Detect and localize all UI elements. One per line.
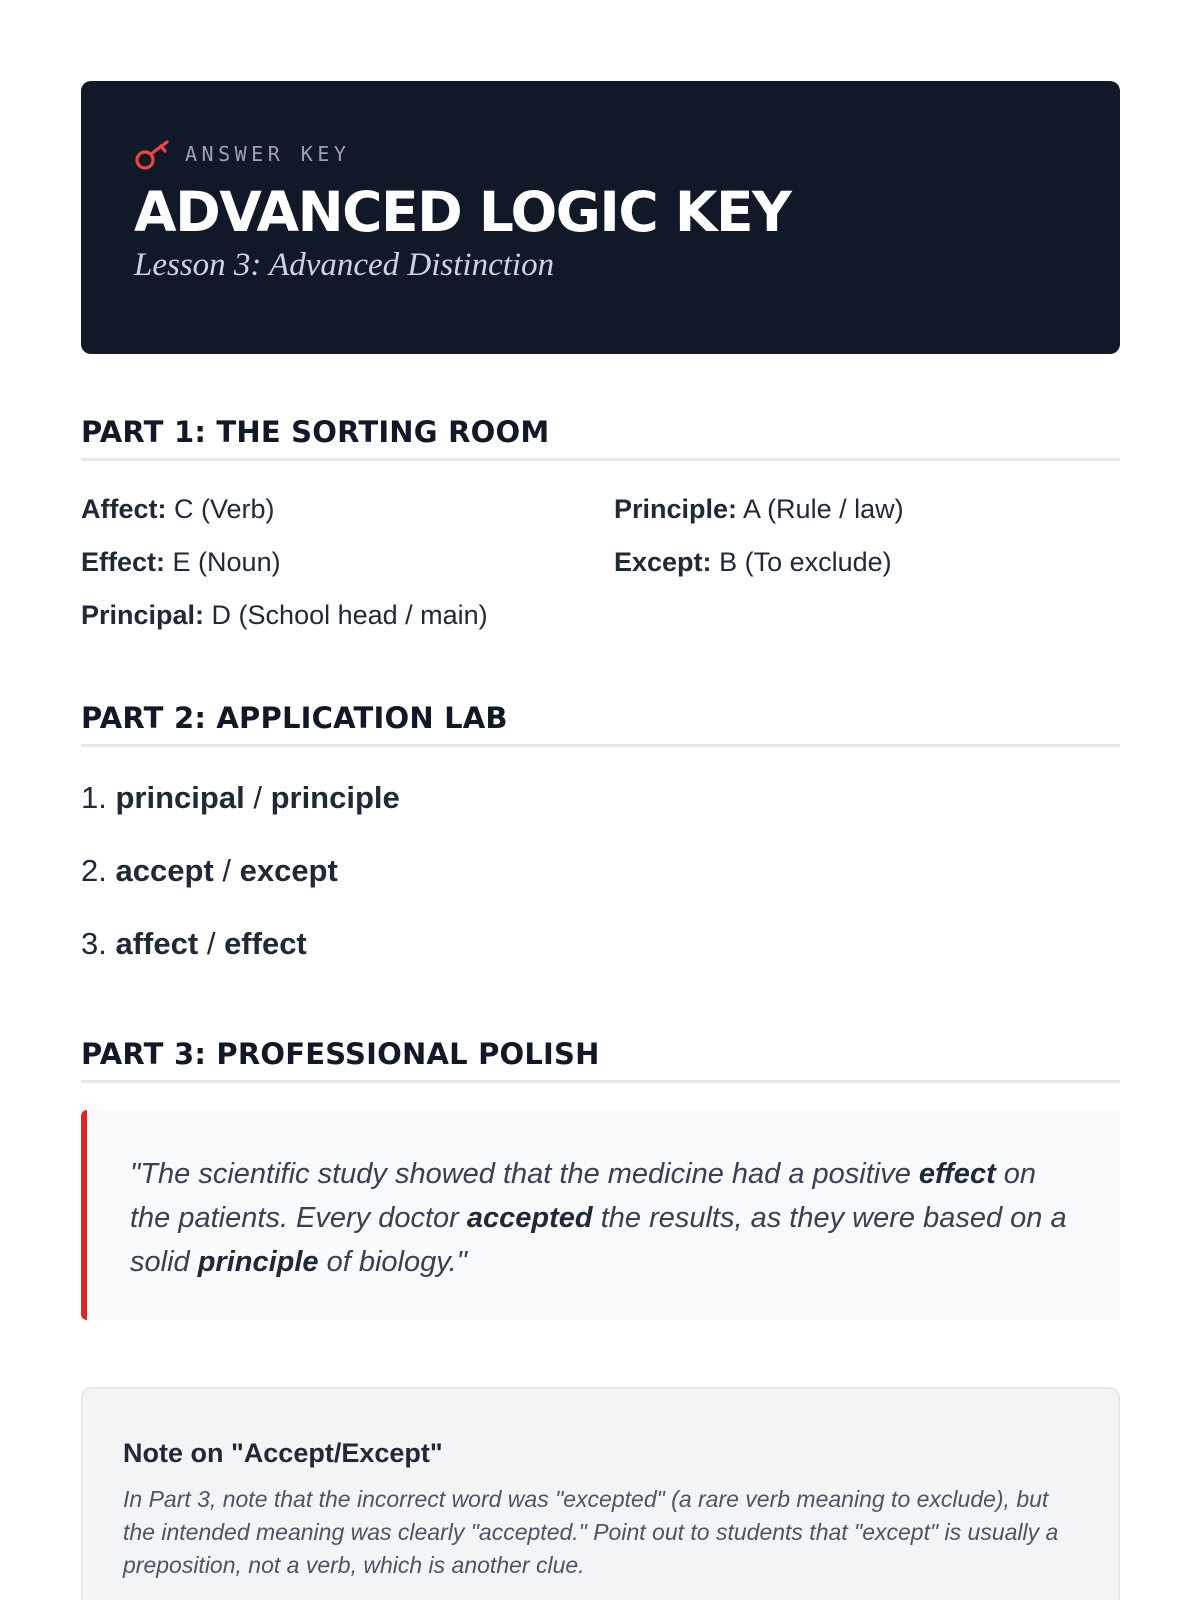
part1-heading: PART 1: THE SORTING ROOM [81,412,1120,461]
eyebrow [134,137,1068,171]
quote-text [130,1152,1072,1284]
answer-word: affect [115,926,199,961]
answer-word: except [239,853,338,888]
note-body: In Part 3, note that the incorrect word was "excepted" (a rare verb meaning to exclude), but the intended meaning was clearly "accepted." Point out to students that "except" is usually a preposition, not a verb, which is another clue. [123,1486,1059,1578]
answer-word: accept [115,853,214,888]
sort-answer: C (Verb) [174,494,275,524]
answer-word: principle [270,780,400,815]
item-number: 1. [81,780,107,815]
page-subtitle: Lesson 3: Advanced Distinction [134,247,555,283]
sort-answer: A (Rule / law) [743,494,904,524]
separator: / [222,853,231,888]
sort-item [614,491,1120,527]
teacher-note [81,1387,1120,1600]
item-number: 2. [81,853,107,888]
list-item [81,924,400,997]
sort-answer: D (School head / main) [211,600,488,630]
answer-word: principal [115,780,245,815]
sort-term: Effect: [81,547,166,577]
separator: / [206,926,216,961]
sort-term: Principal: [81,600,205,630]
sort-answer: B (To exclude) [719,547,892,577]
application-list [81,778,400,997]
sort-term: Affect: [81,494,167,524]
sort-term: Principle: [614,494,738,524]
part3-heading: PART 3: PROFESSIONAL POLISH [81,1034,1120,1083]
key-icon [134,137,172,171]
sort-item [81,597,614,633]
quote-answer: accepted [466,1202,593,1234]
eyebrow-label: ANSWER KEY [185,142,351,166]
sort-item [614,544,1120,580]
answer-word: effect [224,926,307,961]
separator: / [253,780,262,815]
note-title: Note on "Accept/Except" [123,1438,443,1468]
quote-answer: effect [918,1158,996,1190]
page-title: ADVANCED LOGIC KEY [134,180,791,244]
list-item [81,778,400,851]
quote-answer: principle [197,1246,319,1278]
sort-item [81,544,614,580]
quote-segment: "The scientific study showed that the medicine had a positive [130,1158,919,1190]
quote-segment: on the patients. Every doctor [130,1158,1037,1234]
sorting-grid [81,491,1120,633]
sort-answer: E (Noun) [172,547,281,577]
quote-segment: the results, as they were based on a solid [130,1202,1067,1278]
part2-heading: PART 2: APPLICATION LAB [81,698,1120,747]
item-number: 3. [81,926,107,961]
list-item [81,851,400,924]
sort-item [81,491,614,527]
polished-quote [81,1110,1120,1320]
sort-term: Except: [614,547,712,577]
quote-segment: of biology." [318,1246,467,1278]
header-card [81,81,1120,354]
